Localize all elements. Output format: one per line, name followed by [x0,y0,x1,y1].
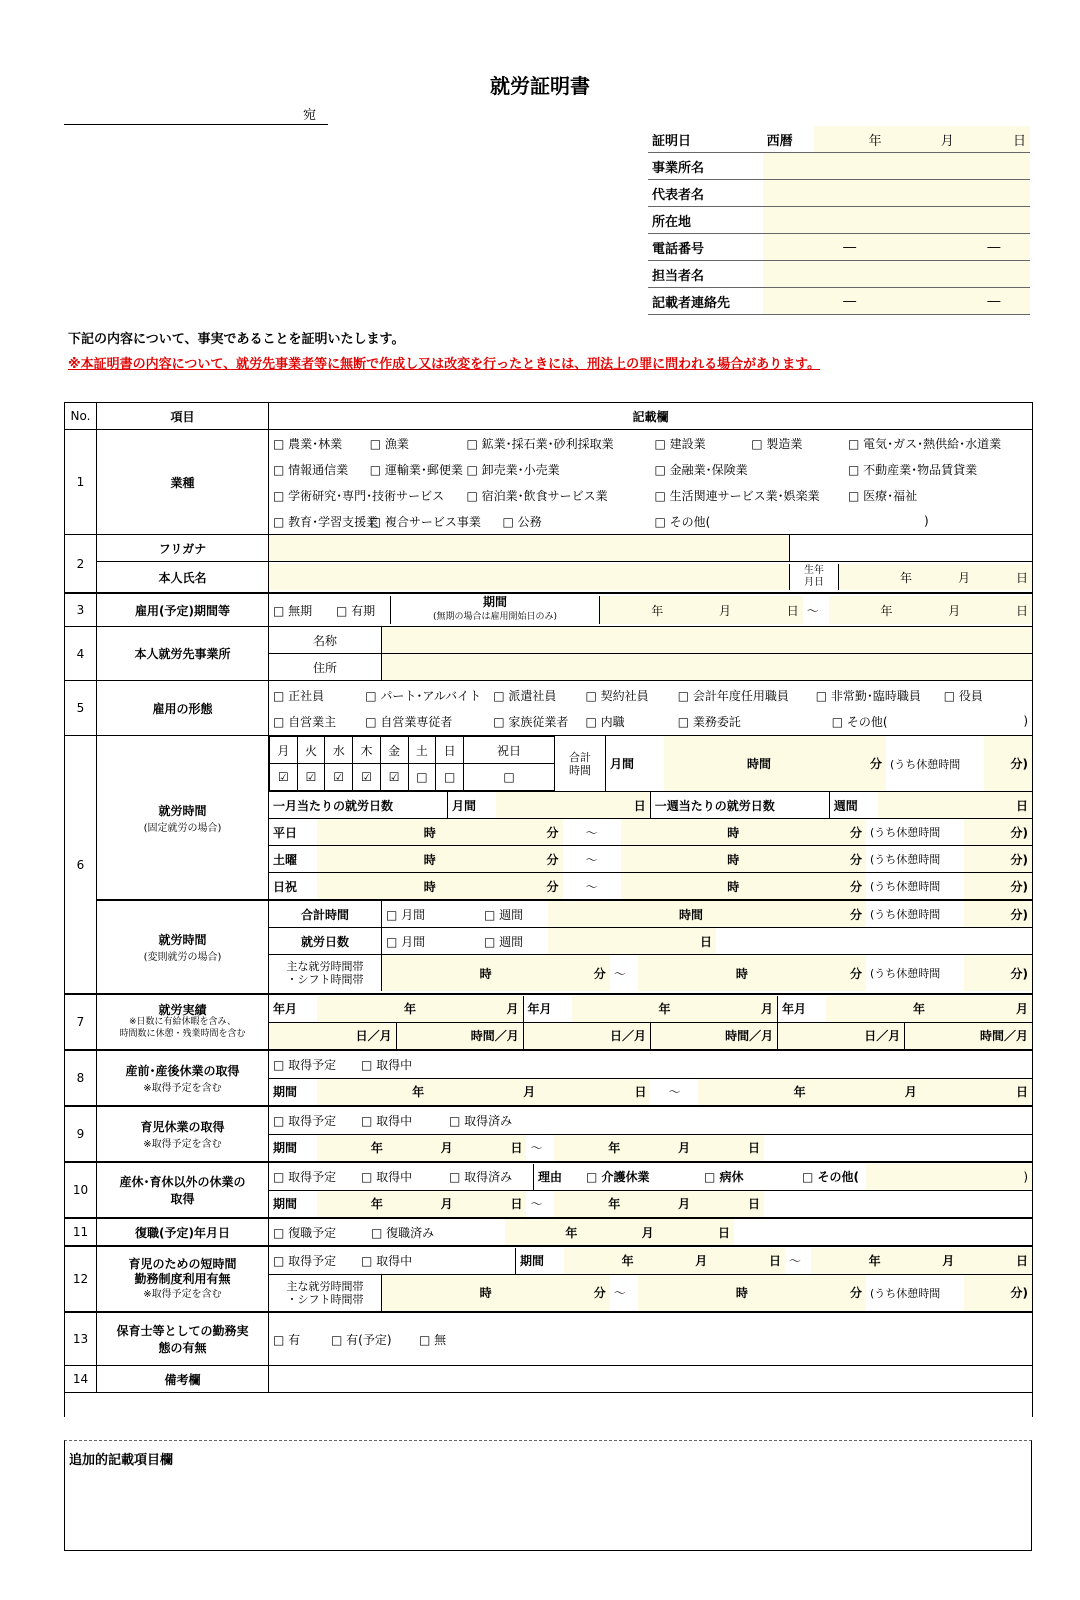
row-no: 4 [65,627,97,681]
other-option[interactable]: □ その他( [802,1170,860,1184]
row-no: 5 [65,681,97,736]
period-label: 期間 [273,1197,298,1211]
weekday-time-label: 平日 [273,825,298,840]
shift-start-min[interactable]: 分 [496,955,610,992]
childcare-label: 育児休業の取得 ※取得予定を含む [97,1106,269,1162]
fixed-week-row [269,736,1032,791]
rest-field[interactable]: 分) [964,819,1032,846]
tilde: 〜 [530,1197,543,1211]
industry-option[interactable]: □ 宿泊業･飲食サービス業 [466,488,608,503]
sick-option[interactable]: □ 病休 [704,1170,744,1184]
tilde: 〜 [788,1254,801,1268]
other-reason-field[interactable]: ) [866,1164,1032,1190]
start-min[interactable]: 分 [440,819,563,846]
short-start-min[interactable]: 分 [496,1274,610,1311]
tilde: 〜 [585,852,598,867]
industry-option[interactable]: □ 鉱業･採石業･砂利採取業 [466,436,614,451]
weekday-label: 土 [408,737,436,764]
weekday-label: 金 [380,737,408,764]
rest-label: (うち休憩時間 [870,826,941,839]
rest-label: (うち休憩時間 [870,880,941,893]
period-fixed[interactable]: □ 有期 [336,603,376,618]
address-field[interactable] [763,207,1030,234]
remarks-label: 備考欄 [97,1366,269,1393]
care-option[interactable]: □ 介護休業 [586,1170,650,1184]
week-days-label: 一週当たりの就労日数 [650,792,829,819]
weekday-checkbox[interactable]: ☑ [297,764,325,791]
nursery-planned[interactable]: □ 有(予定) [331,1332,392,1347]
tilde: 〜 [585,879,598,894]
period-start-year[interactable]: 年 [600,596,668,624]
weekday-checkbox[interactable]: ☑ [270,764,298,791]
employ-option[interactable]: □ 会計年度任用職員 [677,688,789,703]
ol-end-month[interactable]: 月 [624,1190,694,1217]
document-title: 就労証明書 [490,74,590,98]
var-shift-label: 主な就労時間帯 ・シフト時間帯 [269,955,382,992]
ol-done[interactable]: □ 取得済み [449,1170,513,1184]
row-no: 13 [65,1312,97,1366]
mat-start-month[interactable]: 月 [428,1078,539,1105]
warning-text: ※本証明書の内容について、就労先事業者等に無断で作成し又は改変を行ったときには、刑法上の罪に問われる場合があります。 [68,357,821,372]
row-no: 1 [65,430,97,535]
industry-option[interactable]: □ 漁業 [369,436,409,451]
office-addr-label: 住所 [269,654,382,680]
weekday-label: 日 [436,737,464,764]
period-indefinite[interactable]: □ 無期 [273,603,313,618]
cert-row-label: 事業所名 [648,153,763,180]
employ-other-close: ) [1023,714,1028,728]
employ-option[interactable]: □ 自営業主 [273,714,337,729]
short-end-day[interactable]: 日 [958,1248,1032,1274]
short-during[interactable]: □ 取得中 [357,1248,516,1274]
rest-label: (うち休憩時間 [870,967,941,980]
weekday-checkbox[interactable]: ☑ [380,764,408,791]
industry-option[interactable]: □ 製造業 [751,436,803,451]
workplace-address-field[interactable] [382,654,1033,680]
additional-items-box[interactable] [64,1440,1032,1551]
childcare-plan[interactable]: □ 取得予定 [273,1114,337,1128]
week-days-field[interactable]: 日 [878,792,1032,819]
return-year[interactable]: 年 [505,1219,581,1245]
dash: ― [814,234,886,261]
cert-row-label: 代表者名 [648,180,763,207]
var-days-label: 就労日数 [269,928,382,955]
weekday-checkbox[interactable]: ☑ [353,764,381,791]
employ-option[interactable]: □ 役員 [943,688,983,703]
tilde: 〜 [806,603,819,618]
office-label: 本人就労先事業所 [97,627,269,681]
employ-option[interactable]: □ 契約社員 [585,688,649,703]
holiday-checkbox[interactable]: □ [464,764,555,791]
tilde: 〜 [613,966,626,981]
representative-field[interactable] [763,180,1030,207]
monthly-label: 月間 [610,757,635,771]
weekday-checkbox[interactable]: □ [436,764,464,791]
dash: ― [987,239,1001,255]
industry-option[interactable]: □ 金融業･保険業 [654,462,748,477]
industry-option[interactable]: □ その他( [654,514,711,529]
employ-option[interactable]: □ 内職 [585,714,625,729]
maternity-label: 産前･産後休業の取得 ※取得予定を含む [97,1050,269,1106]
rest-min-field[interactable]: 分) [984,736,1032,791]
industry-options [269,430,1032,534]
row-no: 14 [65,1366,97,1393]
weekday-label: 月 [270,737,298,764]
additional-label: 追加的記載項目欄 [69,1453,174,1468]
return-month[interactable]: 月 [581,1219,657,1245]
weekday-label: 水 [325,737,353,764]
nursery-yes[interactable]: □ 有 [273,1332,301,1347]
rest-field[interactable]: 分) [964,846,1032,873]
employ-option[interactable]: □ 派遣社員 [493,688,557,703]
weekday-checkbox[interactable]: ☑ [325,764,353,791]
short-start-year[interactable]: 年 [564,1248,638,1274]
actual-month[interactable]: 月 [675,996,778,1022]
fixed-hours-label: 就労時間 (固定就労の場合) [97,736,269,901]
employ-option[interactable]: □ 自営業専従者 [365,714,453,729]
period-label: 期間 [520,1254,545,1268]
period-end-day[interactable]: 日 [964,596,1032,624]
maternity-during[interactable]: □ 取得中 [361,1058,413,1072]
birth-month[interactable]: 月 [916,564,974,590]
actual-ym-label: 年月 [782,1002,807,1016]
actual-year[interactable]: 年 [317,996,420,1022]
contact-person-field[interactable] [763,261,1030,288]
actual-ym-label: 年月 [527,1002,552,1016]
furigana-field[interactable] [269,535,790,561]
industry-option[interactable]: □ 農業･林業 [273,436,343,451]
var-hours-field[interactable]: 時間 [548,901,707,927]
industry-other-close: ) [924,514,929,528]
industry-option[interactable]: □ 卸売業･小売業 [466,462,560,477]
return-label: 復職(予定)年月日 [97,1218,269,1246]
holiday-label: 祝日 [464,737,555,764]
row-no: 8 [65,1050,97,1106]
start-min[interactable]: 分 [440,873,563,900]
industry-option[interactable]: □ 学術研究･専門･技術サービス [273,488,445,503]
end-hour[interactable]: 時 [621,873,744,900]
ol-start-month[interactable]: 月 [387,1190,457,1217]
ol-during[interactable]: □ 取得中 [361,1170,413,1184]
remarks-extension[interactable] [65,1393,1033,1418]
cert-year-field[interactable]: 年 [814,126,886,153]
short-end-month[interactable]: 月 [885,1248,959,1274]
mat-end-year[interactable]: 年 [698,1078,809,1105]
actual-month[interactable]: 月 [929,996,1032,1022]
rest-label: (うち休憩時間 [870,1286,941,1300]
cert-month-field[interactable]: 月 [886,126,958,153]
return-plan[interactable]: □ 復職予定 [273,1225,337,1240]
var-days-field[interactable]: 日 [548,928,716,955]
start-hour[interactable]: 時 [317,819,440,846]
weekly-label: 週間 [833,798,858,813]
tilde: 〜 [668,1085,681,1099]
weekday-checkbox[interactable]: □ [408,764,436,791]
mat-end-day[interactable]: 日 [921,1078,1032,1105]
row-no: 7 [65,994,97,1050]
period-start-day[interactable]: 日 [735,596,803,624]
actual-label: 就労実績 ※日数に有給休暇を含み、 時間数に休憩・残業時間を含む [97,994,269,1050]
rest-label: (うち休憩時間 [870,908,941,921]
ol-start-day[interactable]: 日 [457,1190,527,1217]
actual-hours[interactable]: 時間／月 [396,1022,523,1049]
childcare-during[interactable]: □ 取得中 [361,1114,413,1128]
cert-date-label: 証明日 [648,126,763,153]
short-plan[interactable]: □ 取得予定 [273,1254,337,1268]
industry-option[interactable]: □ 電気･ガス･熱供給･水道業 [848,436,1002,451]
employ-option[interactable]: □ パート･アルバイト [365,688,482,703]
return-done[interactable]: □ 復職済み [371,1225,435,1240]
cert-era: 西暦 [763,126,814,153]
end-min[interactable]: 分 [743,873,866,900]
industry-option[interactable]: □ 運輸業･郵便業 [369,462,463,477]
furigana-label: フリガナ [97,535,269,562]
industry-option[interactable]: □ 生活関連サービス業･娯楽業 [654,488,820,503]
actual-days[interactable]: 日／月 [778,1022,905,1049]
tilde: 〜 [530,1141,543,1155]
cert-row-label: 担当者名 [648,261,763,288]
row-no: 3 [65,593,97,627]
shift-end-min[interactable]: 分 [752,955,866,992]
ol-plan[interactable]: □ 取得予定 [273,1170,337,1184]
cc-end-year[interactable]: 年 [554,1134,624,1161]
statement-text: 下記の内容について、事実であることを証明いたします。 [68,332,405,347]
remarks-field[interactable] [269,1366,1033,1393]
office-name-label: 名称 [269,627,382,653]
rest-field[interactable]: 分) [964,1274,1032,1311]
short-end-min[interactable]: 分 [752,1274,866,1311]
weekday-label: 火 [297,737,325,764]
industry-option[interactable]: □ 医療･福祉 [848,488,918,503]
row-no: 12 [65,1246,97,1312]
monthly-label: 月間 [452,798,477,813]
cert-row-label: 電話番号 [648,234,763,261]
nursery-label: 保育士等としての勤務実 態の有無 [97,1312,269,1366]
var-monthly-option[interactable]: □ 月間 [386,907,426,922]
mat-start-year[interactable]: 年 [317,1078,428,1105]
ol-start-year[interactable]: 年 [317,1190,387,1217]
var-weekly-option[interactable]: □ 週間 [484,934,524,949]
rest-field[interactable]: 分) [964,955,1032,992]
weekday-label: 木 [353,737,381,764]
end-hour[interactable]: 時 [621,819,744,846]
short-start-month[interactable]: 月 [638,1248,712,1274]
period-end-year[interactable]: 年 [829,596,897,624]
row-no: 6 [65,736,97,995]
end-hour[interactable]: 時 [621,846,744,873]
rest-label: (うち休憩時間 [890,757,961,771]
actual-hours[interactable]: 時間／月 [650,1022,777,1049]
short-shift-label: 主な就労時間帯 ・シフト時間帯 [269,1274,382,1311]
dash: ― [987,293,1001,309]
actual-year[interactable]: 年 [572,996,675,1022]
start-hour[interactable]: 時 [317,873,440,900]
industry-option[interactable]: □ 複合サービス事業 [369,514,481,529]
monthly-hours-field[interactable]: 時間 [664,736,775,791]
start-hour[interactable]: 時 [317,846,440,873]
birth-year[interactable]: 年 [839,564,917,590]
rest-label: (うち休憩時間 [870,853,941,866]
cc-start-month[interactable]: 月 [387,1134,457,1161]
otherleave-label: 産休･育休以外の休業の 取得 [97,1162,269,1218]
cc-end-day[interactable]: 日 [694,1134,764,1161]
employ-label: 雇用の形態 [97,681,269,736]
industry-option[interactable]: □ 情報通信業 [273,462,349,477]
tilde: 〜 [613,1286,626,1300]
tilde: 〜 [585,825,598,840]
cc-end-month[interactable]: 月 [624,1134,694,1161]
employ-option[interactable]: □ その他( [831,714,888,729]
actual-ym-label: 年月 [273,1002,298,1016]
end-min[interactable]: 分 [743,819,866,846]
period-label: 雇用(予定)期間等 [97,593,269,627]
total-hours-label: 合計 時間 [555,736,606,791]
actual-month[interactable]: 月 [420,996,523,1022]
phone-field[interactable] [958,234,1030,261]
industry-option[interactable]: □ 不動産業･物品賃貸業 [848,462,978,477]
saturday-time-label: 土曜 [273,852,298,867]
actual-days[interactable]: 日／月 [523,1022,650,1049]
var-monthly-option[interactable]: □ 月間 [386,934,426,949]
end-min[interactable]: 分 [743,846,866,873]
period-label: 期間 [273,1141,298,1155]
reason-label: 理由 [534,1164,583,1190]
actual-hours[interactable]: 時間／月 [905,1022,1032,1049]
name-field[interactable] [269,564,790,590]
ol-end-day[interactable]: 日 [694,1190,764,1217]
row-no: 10 [65,1162,97,1218]
childcare-done[interactable]: □ 取得済み [449,1114,513,1128]
header-no: No. [65,403,97,430]
industry-option[interactable]: □ 公務 [502,514,542,529]
industry-label: 業種 [97,430,269,535]
shift-start-hour[interactable]: 時 [382,955,496,992]
nursery-no[interactable]: □ 無 [419,1332,447,1347]
row-no: 2 [65,535,97,594]
dash: ― [814,288,886,315]
name-label: 本人氏名 [97,562,269,594]
ol-end-year[interactable]: 年 [554,1190,624,1217]
certifier-table [648,126,1030,315]
holiday-time-label: 日祝 [273,879,298,894]
rest-field[interactable]: 分) [964,873,1032,900]
monthly-min-field[interactable]: 分 [775,736,886,791]
industry-option[interactable]: □ 建設業 [654,436,706,451]
employ-option[interactable]: □ 非常勤･臨時職員 [815,688,921,703]
short-end-hour[interactable]: 時 [638,1274,752,1311]
header-entry: 記載欄 [269,403,1033,430]
office-name-field[interactable] [763,153,1030,180]
month-days-field[interactable]: 日 [496,792,650,819]
variable-hours-label: 就労時間 (変則就労の場合) [97,900,269,994]
cert-row-label: 所在地 [648,207,763,234]
period-label: 期間 [273,1085,298,1099]
cert-row-label: 記載者連絡先 [648,288,763,315]
shift-end-hour[interactable]: 時 [638,955,752,992]
short-end-year[interactable]: 年 [811,1248,885,1274]
birth-day[interactable]: 日 [974,564,1032,590]
writer-contact-field[interactable] [958,288,1030,315]
mat-start-day[interactable]: 日 [539,1078,650,1105]
employ-option[interactable]: □ 正社員 [273,688,325,703]
actual-year[interactable]: 年 [826,996,929,1022]
addressee-line[interactable] [64,100,328,125]
short-start-day[interactable]: 日 [711,1248,785,1274]
cc-start-day[interactable]: 日 [457,1134,527,1161]
maternity-plan[interactable]: □ 取得予定 [273,1058,337,1072]
row-no: 9 [65,1106,97,1162]
main-form-table [64,402,1033,1417]
month-days-label: 一月当たりの就労日数 [269,792,448,819]
var-min-field[interactable]: 分 [707,901,866,927]
cert-day-field[interactable]: 日 [958,126,1030,153]
rest-field[interactable]: 分) [964,901,1032,927]
short-start-hour[interactable]: 時 [382,1274,496,1311]
cc-start-year[interactable]: 年 [317,1134,387,1161]
row-no: 11 [65,1218,97,1246]
period-end-month[interactable]: 月 [897,596,965,624]
return-day[interactable]: 日 [658,1219,734,1245]
period-title: 期間 (無期の場合は雇用開始日のみ) [391,596,600,624]
employ-option[interactable]: □ 家族従業者 [493,714,569,729]
short-label: 育児のための短時間 勤務制度利用有無 ※取得予定を含む [97,1246,269,1312]
var-weekly-option[interactable]: □ 週間 [484,907,524,922]
period-start-month[interactable]: 月 [667,596,735,624]
header-item: 項目 [97,403,269,430]
actual-days[interactable]: 日／月 [269,1022,396,1049]
workplace-name-field[interactable] [382,627,1033,653]
industry-option[interactable]: □ 教育･学習支援業 [273,514,379,529]
addressee-suffix: 宛 [302,108,316,123]
mat-end-month[interactable]: 月 [810,1078,921,1105]
employ-option[interactable]: □ 業務委託 [677,714,741,729]
birth-label: 生年 月日 [790,564,839,590]
start-min[interactable]: 分 [440,846,563,873]
var-total-label: 合計時間 [269,901,382,927]
